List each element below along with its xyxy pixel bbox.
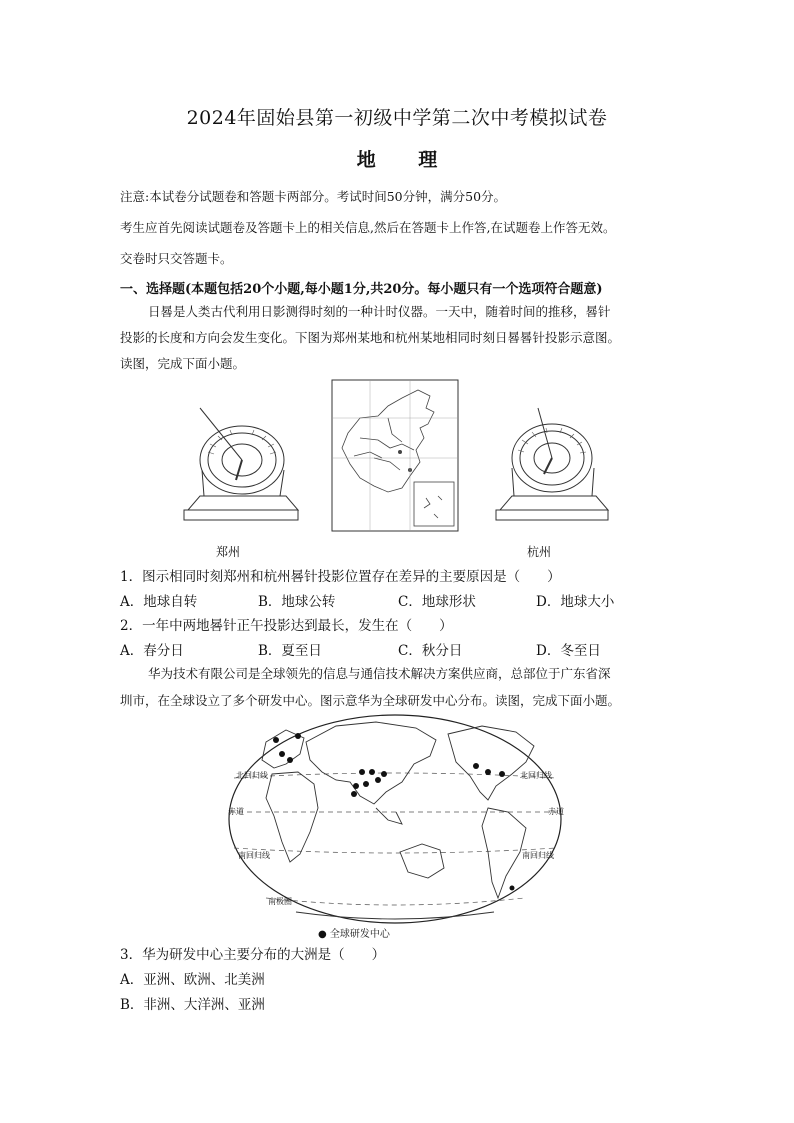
- question-3-stem: 3．华为研发中心主要分布的大洲是（ ）: [120, 947, 386, 963]
- china-map-image: [330, 378, 460, 533]
- tropic-north-label-left: 北回归线: [236, 771, 268, 780]
- q1-option-d: D．地球大小: [536, 594, 615, 610]
- notice-line-2: 考生应首先阅读试题卷及答题卡上的相关信息,然后在答题卡上作答,在试题卷上作答无效。: [120, 220, 616, 235]
- q1-option-a: A．地球自转: [120, 594, 198, 610]
- passage2-line-2: 圳市，在全球设立了多个研发中心。图示意华为全球研发中心分布。读图，完成下面小题。: [120, 693, 621, 708]
- tropic-south-label-left: 南回归线: [238, 851, 270, 860]
- exam-title: 2024年固始县第一初级中学第二次中考模拟试卷: [186, 107, 608, 129]
- world-map-figure: [226, 712, 564, 927]
- q2-option-d: D．冬至日: [536, 643, 601, 659]
- hangzhou-label: 杭州: [527, 545, 552, 559]
- equator-label-left: 赤道: [228, 807, 244, 816]
- notice-line-1: 注意:本试卷分试题卷和答题卡两部分。考试时间50分钟，满分50分。: [120, 189, 507, 204]
- subject-title: 地 理: [356, 149, 456, 171]
- tropic-north-label-right: 北回归线: [520, 771, 552, 780]
- section-heading: 一、选择题(本题包括20个小题,每小题1分,共20分。每小题只有一个选项符合题意): [120, 282, 603, 297]
- q3-option-b: B．非洲、大洋洲、亚洲: [120, 997, 265, 1013]
- passage1-line-1: 日晷是人类古代利用日影测得时刻的一种计时仪器。一天中，随着时间的推移，晷针: [148, 304, 611, 319]
- hangzhou-sundial-image: [492, 400, 612, 525]
- question-2-stem: 2．一年中两地晷针正午投影达到最长，发生在（ ）: [120, 618, 453, 634]
- q2-option-a: A．春分日: [120, 643, 184, 659]
- equator-label-right: 赤道: [548, 807, 564, 816]
- q1-option-c: C．地球形状: [398, 594, 476, 610]
- zhengzhou-label: 郑州: [216, 545, 241, 559]
- tropic-south-label-right: 南回归线: [522, 851, 554, 860]
- passage2-line-1: 华为技术有限公司是全球领先的信息与通信技术解决方案供应商，总部位于广东省深: [148, 666, 611, 681]
- q1-option-b: B．地球公转: [258, 594, 336, 610]
- map-legend: ● 全球研发中心: [318, 929, 390, 940]
- polar-south-label: 南极圈: [268, 897, 292, 906]
- notice-line-3: 交卷时只交答题卡。: [120, 251, 233, 266]
- passage1-line-3: 读图，完成下面小题。: [120, 356, 246, 371]
- passage1-line-2: 投影的长度和方向会发生变化。下图为郑州某地和杭州某地相同时刻日晷晷针投影示意图。: [120, 330, 621, 345]
- q2-option-c: C．秋分日: [398, 643, 463, 659]
- zhengzhou-sundial-image: [180, 400, 300, 525]
- q2-option-b: B．夏至日: [258, 643, 322, 659]
- question-1-stem: 1．图示相同时刻郑州和杭州晷针投影位置存在差异的主要原因是（ ）: [120, 569, 561, 585]
- q3-option-a: A．亚洲、欧洲、北美洲: [120, 972, 265, 988]
